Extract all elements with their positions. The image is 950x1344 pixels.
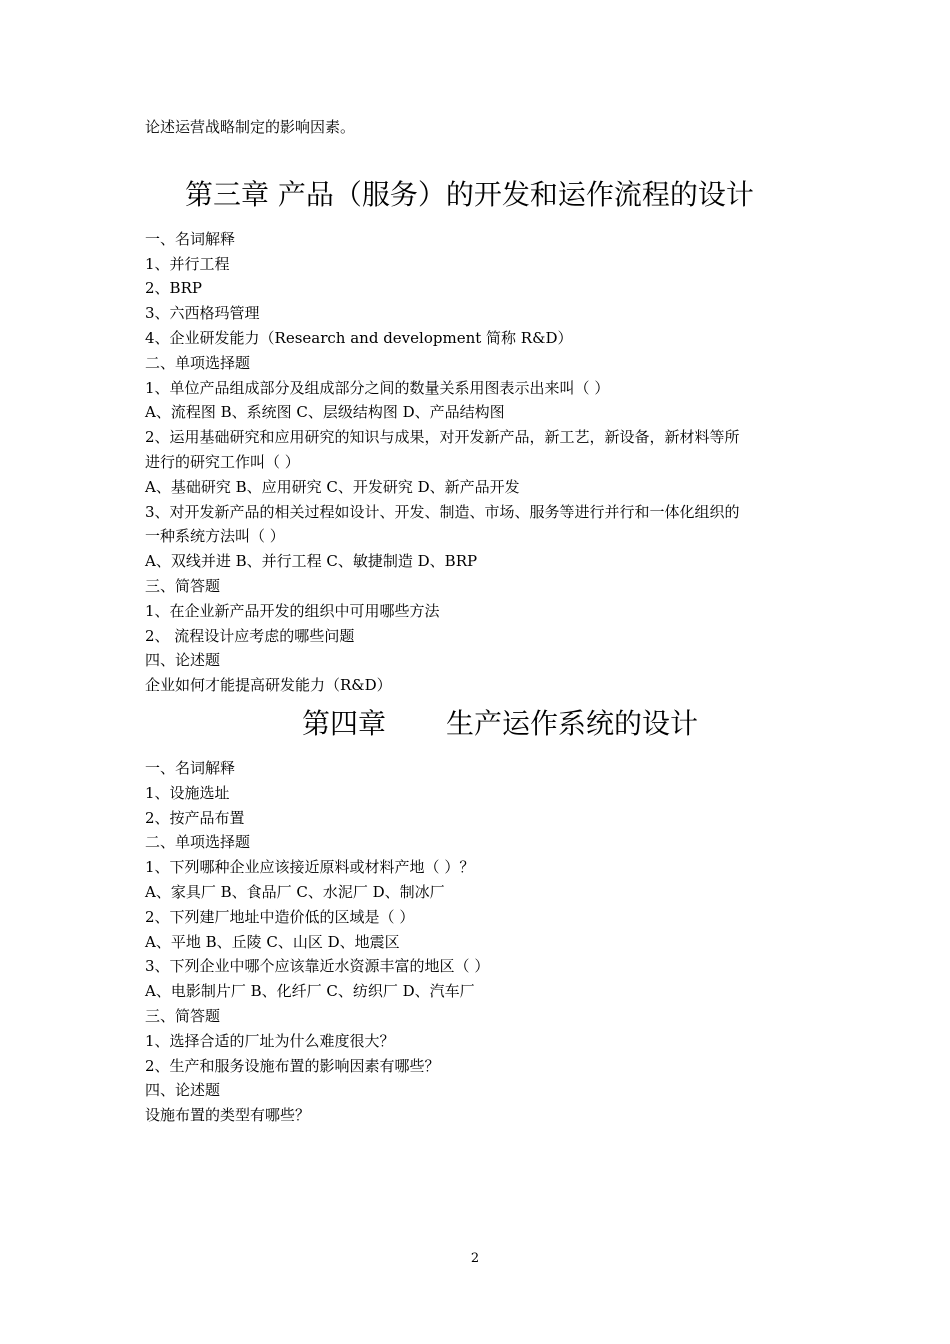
chapter-4-title: [145, 706, 815, 742]
text-line: A、家具厂 B、食品厂 C、水泥厂 D、制冰厂: [145, 882, 445, 901]
text-line: 四、论述题: [145, 1081, 221, 1100]
text-line: 二、单项选择题: [145, 353, 251, 372]
text-line: 1、选择合适的厂址为什么难度很大？: [145, 1031, 395, 1050]
text-line: 一、名词解释: [145, 758, 236, 777]
text-line: 1、在企业新产品开发的组织中可用哪些方法: [145, 601, 440, 620]
text-line: 一种系统方法叫（ ）: [145, 527, 285, 546]
text-line: A、电影制片厂 B、化纤厂 C、纺织厂 D、汽车厂: [145, 982, 475, 1001]
text-line: 4、企业研发能力（Research and development 简称 R&D）: [145, 328, 573, 347]
chapter-4-number: 第四章: [301, 706, 386, 740]
text-line: 2、 流程设计应考虑的哪些问题: [145, 626, 355, 645]
text-line: 进行的研究工作叫（ ）: [145, 452, 300, 471]
page-number: 2: [470, 1251, 480, 1266]
text-line: 三、简答题: [145, 1006, 221, 1025]
text-line: 1、并行工程: [145, 254, 230, 273]
text-line: 2、生产和服务设施布置的影响因素有哪些？: [145, 1056, 440, 1075]
text-line: 2、运用基础研究和应用研究的知识与成果，对开发新产品，新工艺，新设备，新材料等所: [145, 428, 740, 447]
page-content: [145, 115, 815, 1128]
text-line: A、双线并进 B、并行工程 C、敏捷制造 D、BRP: [145, 552, 478, 571]
chapter-3-body: [145, 227, 815, 698]
text-line: A、平地 B、丘陵 C、山区 D、地震区: [145, 932, 400, 951]
text-line: A、基础研究 B、应用研究 C、开发研究 D、新产品开发: [145, 477, 520, 496]
text-line: 3、对开发新产品的相关过程如设计、开发、制造、市场、服务等进行并行和一体化组织的: [145, 502, 740, 521]
text-line: 一、名词解释: [145, 229, 236, 248]
text-line: 2、按产品布置: [145, 808, 245, 827]
text-line: 1、下列哪种企业应该接近原料或材料产地（ ）？: [145, 858, 475, 877]
text-line: 2、下列建厂地址中造价低的区域是（ ）: [145, 907, 415, 926]
text-line: 3、六西格玛管理: [145, 304, 260, 323]
text-line: 2、BRP: [145, 279, 202, 298]
chapter-4-name: 生产运作系统的设计: [446, 706, 699, 740]
text-line: 三、简答题: [145, 576, 221, 595]
chapter-4-body: [145, 756, 815, 1128]
text-line: 1、单位产品组成部分及组成部分之间的数量关系用图表示出来叫（ ）: [145, 378, 610, 397]
text-line: 二、单项选择题: [145, 833, 251, 852]
intro-line: 论述运营战略制定的影响因素。: [145, 118, 356, 136]
text-line: 企业如何才能提高研发能力（R&D）: [145, 676, 392, 695]
chapter-3-title: 第三章 产品（服务）的开发和运作流程的设计: [185, 177, 754, 211]
text-line: A、流程图 B、系统图 C、层级结构图 D、产品结构图: [145, 403, 505, 422]
text-line: 四、论述题: [145, 651, 221, 670]
text-line: 1、设施选址: [145, 783, 230, 802]
text-line: 3、下列企业中哪个应该靠近水资源丰富的地区（ ）: [145, 957, 490, 976]
text-line: 设施布置的类型有哪些？: [145, 1106, 311, 1125]
